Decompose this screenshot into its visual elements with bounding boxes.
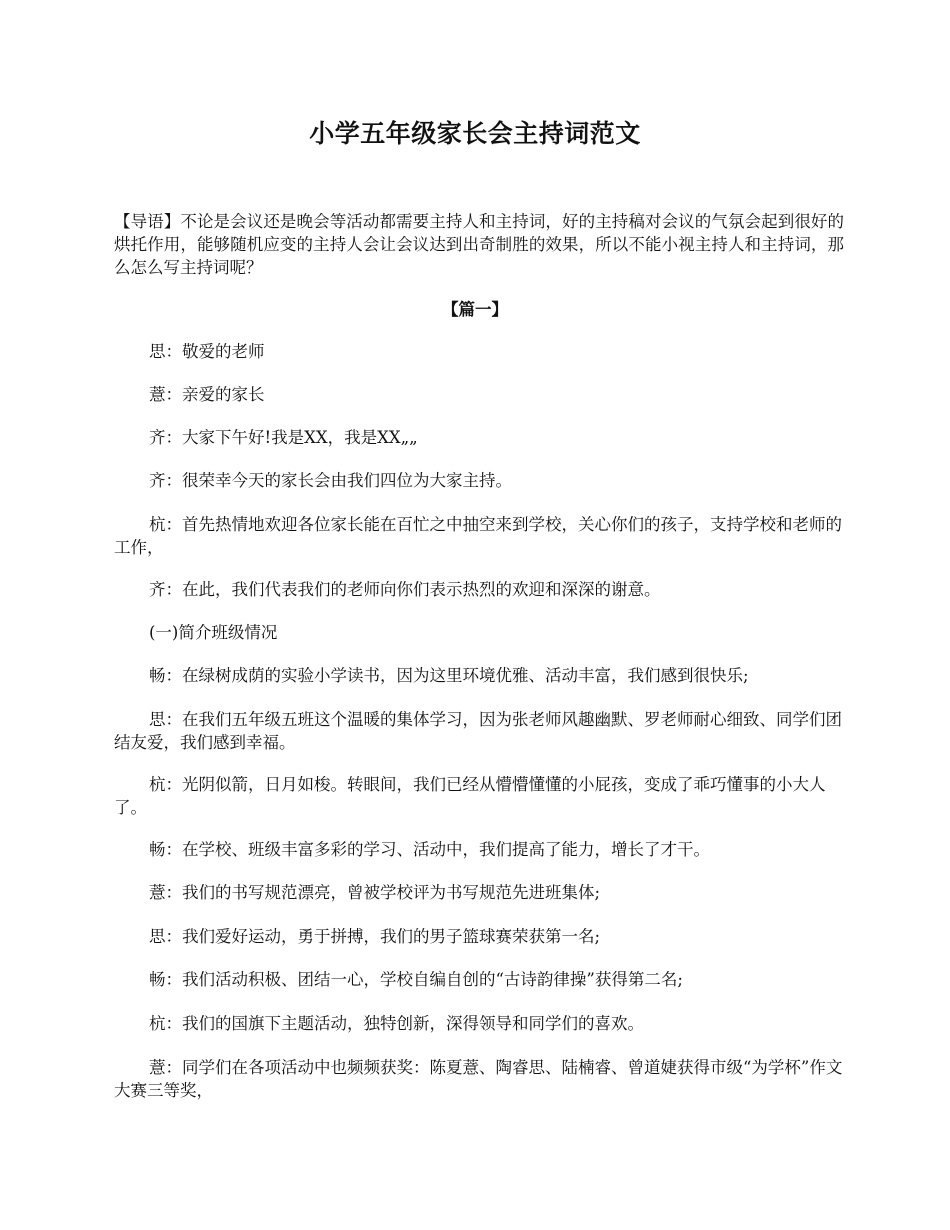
paragraph: 齐：很荣幸今天的家长会由我们四位为大家主持。 [149,471,512,490]
paragraph: (一)简介班级情况 [149,623,278,642]
section-heading: 【篇一】 [442,300,508,319]
paragraph: 思：我们爱好运动，勇于拼搏，我们的男子篮球赛荣获第一名; [149,927,601,946]
intro-paragraph: 【导语】不论是会议还是晚会等活动都需要主持人和主持词，好的主持稿对会议的气氛会起到很好的烘托作用，能够随机应变的主持人会让会议达到出奇制胜的效果，所以不能小视主持人和主持词，那么怎么写主持词呢？ [114,212,844,277]
paragraph: 杭：首先热情地欢迎各位家长能在百忙之中抽空来到学校，关心你们的孩子，支持学校和老师的工作， [114,515,842,557]
paragraph: 齐：在此，我们代表我们的老师向你们表示热烈的欢迎和深深的谢意。 [149,580,661,599]
paragraph: 杭：我们的国旗下主题活动，独特创新，深得领导和同学们的喜欢。 [149,1014,644,1033]
paragraph: 薏：我们的书写规范漂亮，曾被学校评为书写规范先进班集体; [149,883,601,902]
paragraph: 薏：同学们在各项活动中也频频获奖：陈夏薏、陶睿思、陆楠睿、曾道婕获得市级“为学杯”作文大赛三等奖， [114,1058,843,1100]
paragraph: 薏：亲爱的家长 [149,385,265,404]
paragraph: 杭：光阴似箭，日月如梭。转眼间，我们已经从懵懵懂懂的小屁孩，变成了乖巧懂事的小大人了。 [114,775,826,817]
paragraph: 畅：我们活动积极、团结一心，学校自编自创的“古诗韵律操”获得第二名; [149,970,683,989]
paragraph: 思：在我们五年级五班这个温暖的集体学习，因为张老师风趣幽默、罗老师耐心细致、同学们团结友爱，我们感到幸福。 [114,710,842,752]
paragraph: 畅：在学校、班级丰富多彩的学习、活动中，我们提高了能力，增长了才干。 [149,840,710,859]
page-title: 小学五年级家长会主持词范文 [309,119,641,148]
paragraph: 畅：在绿树成荫的实验小学读书，因为这里环境优雅、活动丰富，我们感到很快乐; [149,666,749,685]
paragraph: 齐：大家下午好!我是XX，我是XX„„ [149,428,418,447]
paragraph: 思：敬爱的老师 [149,342,265,361]
